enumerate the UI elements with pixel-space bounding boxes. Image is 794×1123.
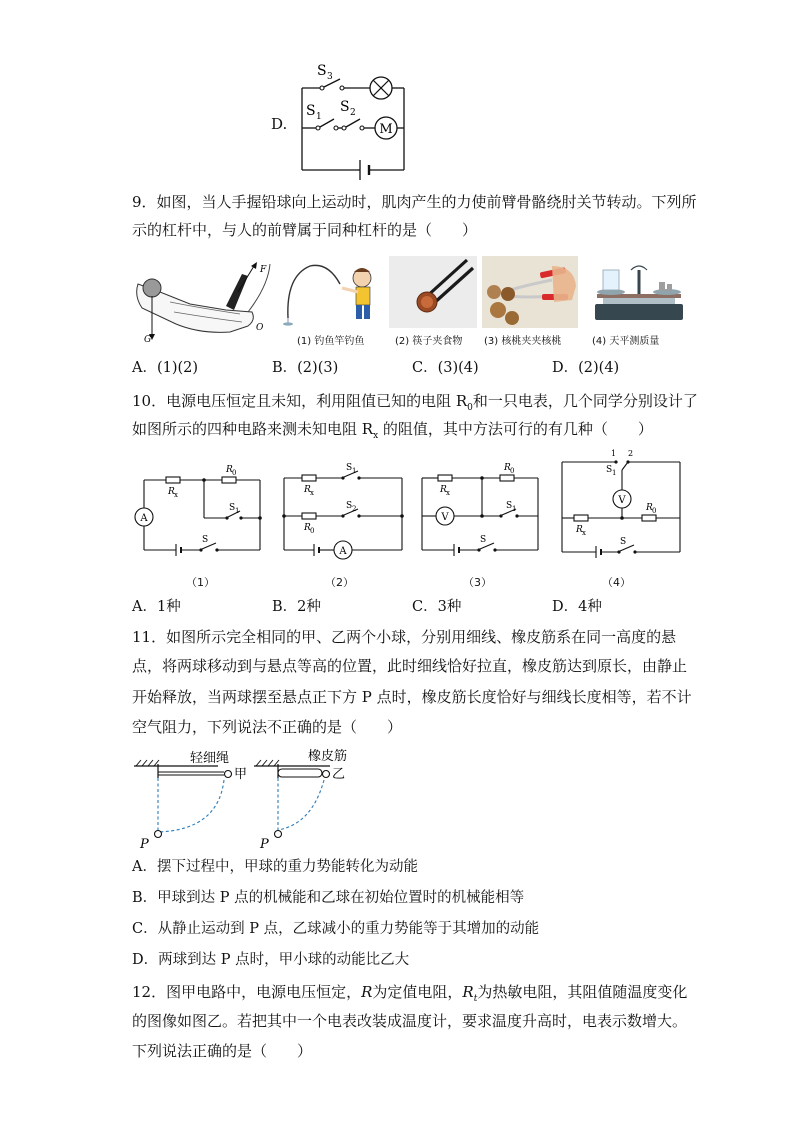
muscle-shape: [226, 274, 248, 310]
arm-o-label: O: [256, 323, 264, 333]
svg-text:V: V: [618, 495, 626, 506]
q9-caption-2: (2) 筷子夹食物: [395, 336, 463, 347]
q9-fishing-figure: [280, 256, 384, 328]
svg-text:1: 1: [235, 507, 240, 515]
q9-caption-3: (3) 核桃夹夹核桃: [484, 336, 562, 347]
svg-text:S: S: [506, 501, 513, 511]
q9-stem-line1: 9．如图，当人手握铅球向上运动时，肌肉产生的力使前臂骨骼绕肘关节转动。下列所: [132, 193, 697, 211]
svg-text:1: 1: [612, 469, 617, 477]
switch-s2: [346, 119, 360, 127]
point-p-right: [275, 831, 282, 838]
svg-text:1: 1: [352, 467, 357, 475]
balance-base: [595, 304, 683, 320]
q10-caption-3: （3）: [463, 576, 492, 589]
q9-option-c[interactable]: C．(3)(4): [412, 360, 479, 376]
q11-stem-line1: 11．如图所示完全相同的甲、乙两个小球，分别用细线、橡皮筋系在同一高度的悬: [132, 628, 677, 646]
svg-text:0: 0: [232, 469, 237, 477]
svg-text:0: 0: [652, 507, 657, 515]
svg-text:A: A: [140, 513, 148, 524]
q10-stem-line2: 如图所示的四种电路来测未知电阻 $R_x$ 的阻值，其中方法可行的有几种（ ）: [132, 420, 653, 441]
yi-label: 乙: [332, 767, 346, 782]
svg-text:V: V: [441, 512, 449, 523]
svg-text:S: S: [606, 465, 613, 475]
svg-text:R: R: [304, 485, 311, 495]
s1-sub: 1: [316, 112, 322, 122]
fisher-shirt: [356, 287, 370, 305]
q11-option-a[interactable]: A．摆下过程中，甲球的重力势能转化为动能: [132, 859, 418, 875]
q8-option-d-label: D.: [271, 115, 288, 133]
s2-label: S: [340, 99, 350, 115]
rope-label: 轻细绳: [190, 751, 230, 766]
q9-option-d[interactable]: D．(2)(4): [552, 360, 620, 376]
q10-circuit-3: [416, 460, 546, 560]
q10-circuit-4: [556, 448, 686, 562]
shot-put-ball: [143, 279, 161, 297]
svg-text:S: S: [620, 537, 627, 547]
q11-stem-line2: 点，将两球移动到与悬点等高的位置，此时细线恰好拉直，橡皮筋达到原长，由静止: [132, 657, 688, 675]
q11-pendulum-figure: [132, 744, 362, 850]
svg-text:x: x: [582, 529, 586, 537]
ball-yi-path: [278, 780, 324, 830]
svg-text:x: x: [446, 489, 450, 497]
q8-circuit-diagram: [292, 58, 422, 186]
q12-stem-line1: 12．图甲电路中，电源电压恒定，R为定值电阻，$R_t$为热敏电阻，其阻值随温度变化: [132, 983, 688, 1004]
svg-text:A: A: [339, 546, 347, 557]
s1-label: S: [306, 103, 316, 119]
q9-arm-lever-figure: [130, 256, 278, 348]
q12-stem-line2: 的图像如图乙。若把其中一个电表改装成温度计，要求温度升高时，电表示数增大。: [132, 1012, 688, 1030]
q9-caption-4: (4) 天平测质量: [592, 336, 660, 347]
q10-option-c[interactable]: C．3种: [412, 599, 462, 615]
q10-caption-2: （2）: [325, 576, 354, 589]
motor-label: M: [379, 122, 393, 137]
q10-caption-1: （1）: [186, 576, 215, 589]
svg-text:R: R: [504, 463, 511, 473]
ball-jia: [225, 771, 232, 778]
svg-text:0: 0: [310, 527, 315, 535]
rubber-band: [278, 769, 322, 777]
svg-text:2: 2: [628, 449, 634, 458]
q11-option-d[interactable]: D．两球到达 P 点时，甲小球的动能比乙大: [132, 952, 410, 968]
beaker: [603, 270, 619, 290]
q10-circuit-2: [276, 460, 410, 560]
svg-text:R: R: [576, 525, 583, 535]
svg-text:R: R: [304, 523, 311, 533]
switch-s1: [320, 119, 334, 127]
svg-text:0: 0: [510, 467, 515, 475]
p-label-right: P: [260, 837, 269, 850]
svg-text:S: S: [346, 463, 353, 473]
svg-text:1: 1: [512, 505, 517, 513]
q9-option-a[interactable]: A．(1)(2): [132, 360, 199, 376]
point-p-left: [155, 831, 162, 838]
svg-text:2: 2: [352, 505, 357, 513]
svg-text:S: S: [229, 503, 236, 513]
p-label-left: P: [140, 837, 149, 850]
svg-text:x: x: [310, 489, 314, 497]
q9-option-b[interactable]: B．(2)(3): [272, 360, 339, 376]
q10-caption-4: （4）: [602, 576, 631, 589]
q12-stem-line3: 下列说法正确的是（ ）: [132, 1042, 313, 1060]
rubber-label: 橡皮筋: [308, 749, 348, 764]
q10-circuit-1: [132, 460, 268, 560]
q10-stem-line1: 10．电源电压恒定且未知，利用阻值已知的电阻 $R_0$和一只电表，几个同学分别设计了: [132, 392, 698, 413]
q9-caption-1: (1) 钓鱼竿钓鱼: [297, 336, 365, 347]
svg-text:R: R: [168, 487, 175, 497]
svg-text:R: R: [226, 465, 233, 475]
arm-f-label: F: [260, 265, 267, 275]
s2-sub: 2: [350, 108, 356, 118]
ball-jia-path: [158, 780, 224, 832]
s3-label: S: [317, 63, 327, 79]
q10-option-a[interactable]: A．1种: [132, 599, 181, 615]
q9-nutcracker-figure: [482, 256, 578, 328]
svg-text:x: x: [174, 491, 178, 499]
q9-stem-line2: 示的杠杆中，与人的前臂属于同种杠杆的是（ ）: [132, 221, 478, 239]
svg-text:1: 1: [611, 449, 617, 458]
svg-text:S: S: [202, 535, 209, 545]
ball-yi: [323, 771, 330, 778]
svg-text:R: R: [646, 503, 653, 513]
q9-balance-figure: [583, 256, 695, 328]
q11-option-b[interactable]: B．甲球到达 P 点的机械能和乙球在初始位置时的机械能相等: [132, 890, 525, 906]
svg-text:S: S: [480, 535, 487, 545]
q11-stem-line3: 开始释放，当两球摆至悬点正下方 P 点时，橡皮筋长度恰好与细线长度相等，若不计: [132, 688, 692, 706]
svg-text:S: S: [346, 501, 353, 511]
q10-option-d[interactable]: D．4种: [552, 599, 602, 615]
q9-chopsticks-figure: [389, 256, 477, 328]
svg-text:R: R: [440, 485, 447, 495]
q11-option-c[interactable]: C．从静止运动到 P 点，乙球减小的重力势能等于其增加的动能: [132, 921, 540, 937]
arm-g-label: G: [144, 335, 152, 345]
q10-option-b[interactable]: B．2种: [272, 599, 321, 615]
jia-label: 甲: [234, 767, 248, 782]
q11-stem-line4: 空气阻力，下列说法不正确的是（ ）: [132, 718, 403, 736]
s3-sub: 3: [327, 72, 333, 82]
